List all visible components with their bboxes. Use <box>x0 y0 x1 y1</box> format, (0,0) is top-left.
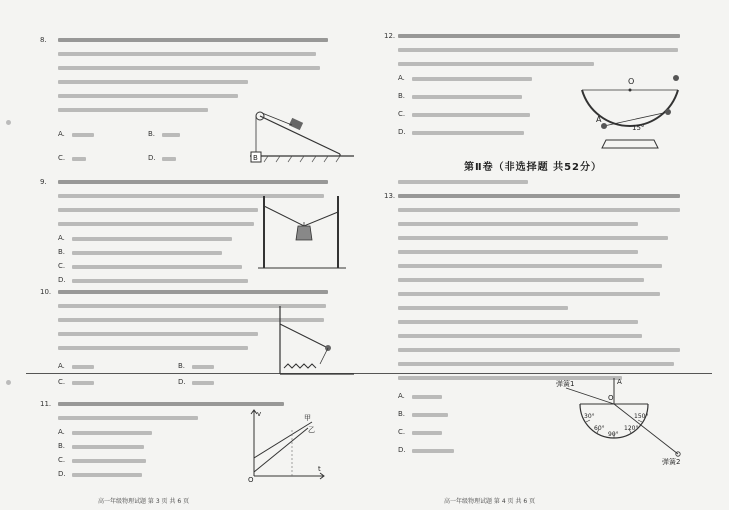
question-8-text-line <box>58 94 238 98</box>
angle-30-label: 30° <box>584 413 595 420</box>
option-text <box>412 449 454 453</box>
spring-rod-figure <box>276 304 356 376</box>
question-13-text-line <box>398 306 568 310</box>
option-text <box>72 381 94 385</box>
section-title: 第Ⅱ卷（非选择题 共52分） <box>464 162 602 173</box>
question-11-text-line <box>58 416 198 420</box>
question-10-option-a: A. <box>58 362 65 370</box>
right-page <box>384 22 684 505</box>
question-12-option-d: D. <box>398 128 406 136</box>
point-a-label: A <box>596 115 602 124</box>
question-13-text-line <box>398 194 680 198</box>
question-12-number: 12. <box>384 32 396 40</box>
question-8-text-line <box>58 38 328 42</box>
option-text <box>412 113 530 117</box>
question-13-text-line <box>398 278 644 282</box>
question-8-option-a: A. <box>58 130 65 138</box>
center-o-label: O <box>608 394 614 402</box>
line-yi-label: 乙 <box>308 426 315 434</box>
left-page <box>40 22 358 505</box>
hemisphere-bowl-figure <box>576 68 684 150</box>
option-text <box>72 157 86 161</box>
question-9-option-b: B. <box>58 248 66 256</box>
v-axis-label: v <box>257 410 262 418</box>
option-text <box>412 395 442 399</box>
binding-hole <box>6 120 11 125</box>
option-text <box>162 133 180 137</box>
option-text <box>162 157 176 161</box>
option-text <box>72 459 146 463</box>
question-9-text-line <box>58 208 258 212</box>
question-10-text-line <box>58 290 328 294</box>
question-13-text-line <box>398 250 638 254</box>
option-text <box>72 445 144 449</box>
option-text <box>72 365 94 369</box>
option-text <box>72 237 232 241</box>
question-10-option-d: D. <box>178 378 186 386</box>
question-8-text-line <box>58 108 208 112</box>
question-8-option-d: D. <box>148 154 156 162</box>
question-9-number: 9. <box>40 178 47 186</box>
question-11-option-b: B. <box>58 442 66 450</box>
question-13-number: 13. <box>384 192 396 200</box>
question-9-option-c: C. <box>58 262 66 270</box>
question-12-option-a: A. <box>398 74 405 82</box>
incline-pulley-figure <box>250 76 356 168</box>
question-8-text-line <box>58 66 320 70</box>
question-11-option-d: D. <box>58 470 66 478</box>
question-9-text-line <box>58 180 328 184</box>
question-13-text-line <box>398 292 660 296</box>
spring-1-label: 弹簧1 <box>556 380 575 388</box>
question-9-option-a: A. <box>58 234 65 242</box>
question-11-number: 11. <box>40 400 52 408</box>
option-text <box>412 95 522 99</box>
option-text <box>412 77 532 81</box>
vt-graph-figure <box>248 406 328 482</box>
option-text <box>72 473 142 477</box>
option-text <box>412 131 524 135</box>
angle-120-label: 120° <box>624 425 639 432</box>
question-13-option-a: A. <box>398 392 405 400</box>
angle-90-label: 90° <box>608 431 619 438</box>
question-10-text-line <box>58 346 248 350</box>
right-page-footer: 高一年级物理试题 第 4 页 共 6 页 <box>444 498 536 505</box>
angle-150-label: 150° <box>634 413 649 420</box>
question-9-option-d: D. <box>58 276 66 284</box>
question-13-option-d: D. <box>398 446 406 454</box>
option-text <box>72 431 152 435</box>
protractor-springs-figure <box>556 378 686 468</box>
question-10-number: 10. <box>40 288 52 296</box>
question-13-text-line <box>398 362 674 366</box>
option-text <box>412 413 448 417</box>
option-text <box>192 365 214 369</box>
option-text <box>72 251 222 255</box>
line-jia-label: 甲 <box>304 414 311 422</box>
question-11-option-c: C. <box>58 456 66 464</box>
option-text <box>72 265 242 269</box>
question-8-option-b: B. <box>148 130 156 138</box>
question-11-option-a: A. <box>58 428 65 436</box>
center-label: O <box>628 77 635 86</box>
question-13-text-line <box>398 236 668 240</box>
block-label: B <box>253 154 258 162</box>
origin-label: O <box>248 476 254 484</box>
question-13-text-line <box>398 334 642 338</box>
question-13-option-c: C. <box>398 428 406 436</box>
spring-2-label: 弹簧2 <box>662 458 681 466</box>
question-8-text-line <box>58 80 248 84</box>
rope-frame-figure <box>258 192 348 272</box>
question-10-option-c: C. <box>58 378 66 386</box>
question-12-text-line <box>398 48 678 52</box>
question-8-number: 8. <box>40 36 47 44</box>
question-10-option-b: B. <box>178 362 186 370</box>
option-text <box>72 133 94 137</box>
question-13-text-line <box>398 264 662 268</box>
option-text <box>72 279 248 283</box>
left-page-footer: 高一年级物理试题 第 3 页 共 6 页 <box>98 498 190 505</box>
section-instructions <box>398 180 528 184</box>
angle-60-label: 60° <box>594 425 605 432</box>
question-8-option-c: C. <box>58 154 66 162</box>
angle-label: 15° <box>632 124 645 132</box>
question-13-text-line <box>398 320 638 324</box>
question-8-text-line <box>58 52 316 56</box>
question-13-text-line <box>398 208 680 212</box>
question-12-option-b: B. <box>398 92 406 100</box>
option-text <box>412 431 442 435</box>
question-12-text-line <box>398 34 680 38</box>
question-13-option-b: B. <box>398 410 406 418</box>
question-13-text-line <box>398 222 638 226</box>
question-12-text-line <box>398 62 594 66</box>
t-axis-label: t <box>318 465 321 473</box>
point-a-label: A <box>617 378 622 386</box>
question-13-text-line <box>398 348 680 352</box>
binding-hole <box>6 380 11 385</box>
question-12-option-c: C. <box>398 110 406 118</box>
question-9-text-line <box>58 222 254 226</box>
question-10-text-line <box>58 332 258 336</box>
option-text <box>192 381 214 385</box>
